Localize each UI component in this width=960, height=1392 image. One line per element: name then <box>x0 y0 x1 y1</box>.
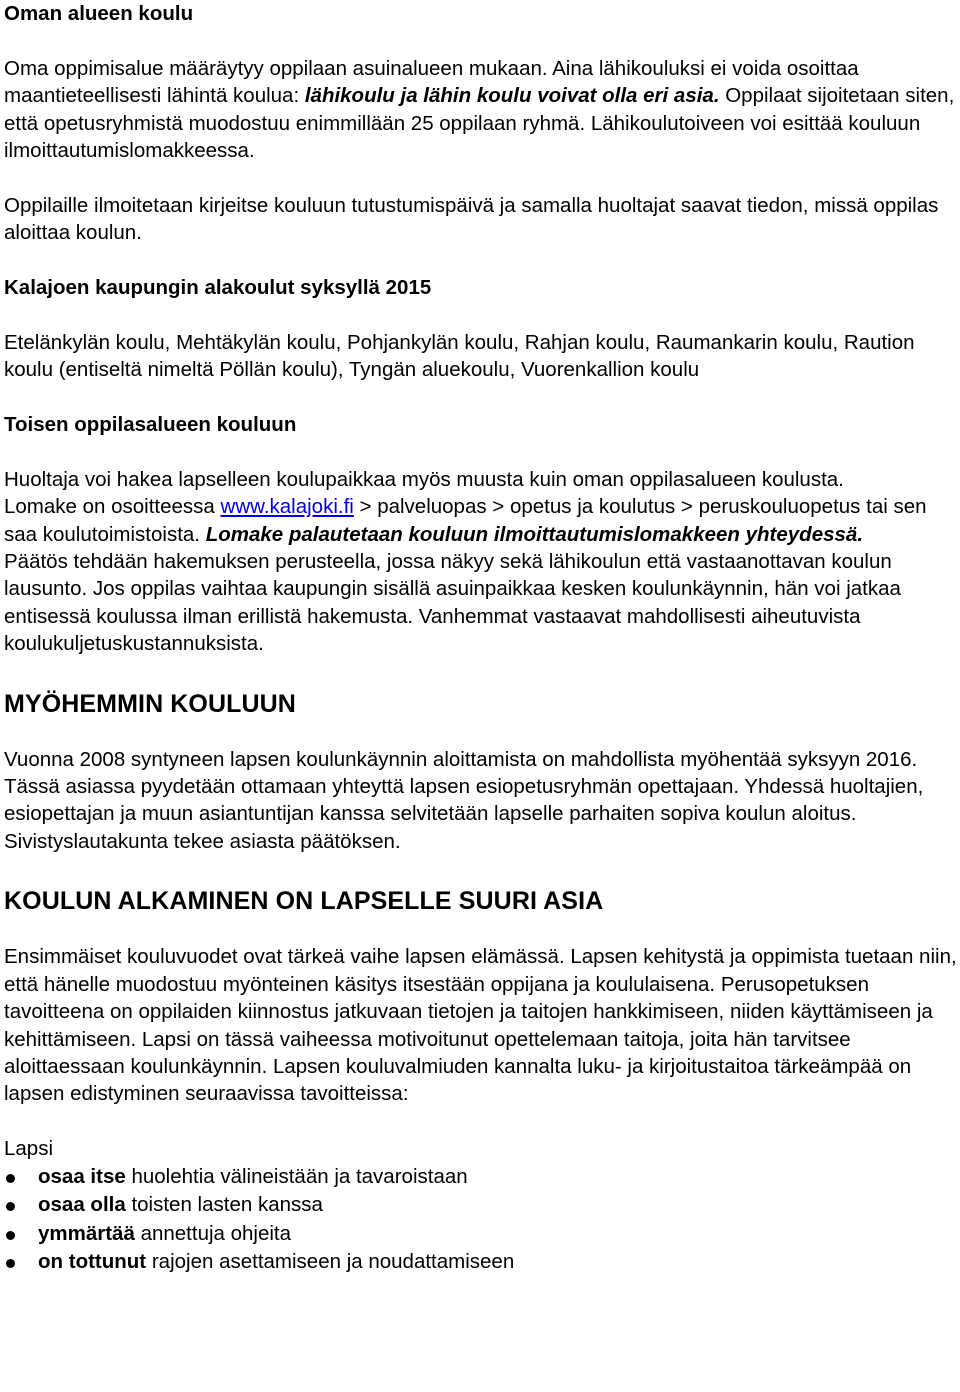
heading-alakoulut: Kalajoen kaupungin alakoulut syksyllä 2015 <box>4 276 432 300</box>
bullet-icon <box>6 1231 15 1240</box>
list-item <box>38 1163 960 1192</box>
spacer <box>4 1108 960 1135</box>
list-item-rest: annettuja ohjeita <box>134 1221 292 1245</box>
list-item-rest: huolehtia välineistään ja tavaroistaan <box>125 1164 468 1188</box>
spacer <box>4 917 960 943</box>
tavoitteet-list <box>4 1163 960 1277</box>
spacer <box>4 658 960 688</box>
spacer <box>4 855 960 885</box>
paragraph-lomake-before: Lomake on osoitteessa <box>4 495 221 519</box>
spacer <box>4 301 960 328</box>
bullet-icon <box>6 1259 15 1268</box>
list-item <box>38 1248 960 1277</box>
paragraph-lomake <box>4 493 960 548</box>
spacer <box>4 247 960 274</box>
heading-koulun-alkaminen: KOULUN ALKAMINEN ON LAPSELLE SUURI ASIA <box>4 887 604 916</box>
list-item-rest: toisten lasten kanssa <box>125 1193 323 1217</box>
paragraph-oppimisalue-text: Oma oppimisalue määräytyy oppilaan asuinalueen mukaan. Aina lähikouluksi ei voida osoittaa maantieteellisesti lähintä koulua: <box>4 56 859 108</box>
paragraph-oppimisalue <box>4 55 960 165</box>
paragraph-lomake-after: > palveluopas > opetus ja koulutus > peruskouluopetus tai sen saa koulutoimistoista. <box>4 495 927 546</box>
list-item <box>38 1220 960 1249</box>
heading-toisen-oppilasalueen: Toisen oppilasalueen kouluun <box>4 413 297 437</box>
document-page <box>4 0 960 1277</box>
spacer <box>4 384 960 411</box>
bullet-icon <box>6 1174 15 1183</box>
spacer <box>4 27 960 54</box>
kalajoki-link[interactable]: www.kalajoki.fi <box>220 495 354 519</box>
emphasis-lahikoulu: lähikoulu ja lähin koulu voivat olla eri asia. <box>304 84 720 108</box>
lead-lapsi: Lapsi <box>4 1137 54 1161</box>
spacer <box>4 720 960 746</box>
list-item-bold: osaa itse <box>38 1164 126 1188</box>
list-item-bold: osaa olla <box>38 1193 126 1217</box>
list-item-bold: ymmärtää <box>38 1221 135 1245</box>
paragraph-koululista: Etelänkylän koulu, Mehtäkylän koulu, Pohjankylän koulu, Rahjan koulu, Raumankarin koulu, Raution koulu (entiseltä nimeltä Pöllän koulu), Tyngän aluekoulu, Vuorenkallion koulu <box>4 330 915 382</box>
list-item-rest: rajojen asettamiseen ja noudattamiseen <box>146 1250 515 1274</box>
paragraph-hakea-koulupaikkaa: Huoltaja voi hakea lapselleen koulupaikkaa myös muusta kuin oman oppilasalueen koulusta. <box>4 467 844 491</box>
paragraph-oppimisalue-rest: Oppilaat sijoitetaan siten, että opetusryhmistä muodostuu enimmillään 25 oppilaan ryhmä. Lähikoulutoiveen voi esittää kouluun ilmoittautumislomakkeessa. <box>4 84 955 163</box>
spacer <box>4 438 960 465</box>
paragraph-paatos: Päätös tehdään hakemuksen perusteella, jossa näkyy sekä lähikoulun että vastaanottavan koulun lausunto. Jos oppilas vaihtaa kaupungin sisällä asuinpaikkaa kesken koulunkäynnin, hän voi jatkaa entisessä koulussa ilman erillistä hakemusta. Vanhemmat vastaavat mahdollisesti aiheutuvista koulukuljetuskustannuksista. <box>4 550 901 656</box>
paragraph-myohentaa: Vuonna 2008 syntyneen lapsen koulunkäynnin aloittamista on mahdollista myöhentää syksyyn 2016. Tässä asiassa pyydetään ottamaan yhteyttä lapsen esiopetusryhmän opettajaan. Yhdessä huoltajien, esiopettajan ja muun asiantuntijan kanssa selvitetään lapselle parhaiten sopiva koulun aloitus. Sivistyslautakunta tekee asiasta päätöksen. <box>4 747 924 853</box>
spacer <box>4 164 960 191</box>
bullet-icon <box>6 1202 15 1211</box>
paragraph-ensimmaiset-kouluvuodet: Ensimmäiset kouluvuodet ovat tärkeä vaihe lapsen elämässä. Lapsen kehitystä ja oppimista tuetaan niin, että hänelle muodostuu myönteinen käsitys itsestään oppijana ja koululaisena. Perusopetuksen tavoitteena on oppilaiden kiinnostus jatkuvaan tietojen ja taitojen hankkimiseen, niiden käyttämiseen ja kehittämiseen. Lapsi on tässä vaiheessa motivoitunut opettelemaan taitoja, joita hän tarvitsee aloittaessaan koulunkäynnin. Lapsen kouluvalmiuden kannalta luku- ja kirjoitustaitoa tärkeämpää on lapsen edistyminen seuraavissa tavoitteissa: <box>4 945 957 1106</box>
emphasis-lomake-palautetaan: Lomake palautetaan kouluun ilmoittautumislomakkeen yhteydessä. <box>205 522 864 546</box>
paragraph-tutustumispaiva: Oppilaille ilmoitetaan kirjeitse kouluun tutustumispäivä ja samalla huoltajat saavat tiedon, missä oppilas aloittaa koulun. <box>4 193 939 245</box>
list-item <box>38 1191 960 1220</box>
list-item-bold: on tottunut <box>38 1250 147 1274</box>
heading-myohemmin-kouluun: MYÖHEMMIN KOULUUN <box>4 689 296 718</box>
heading-oman-alueen-koulu: Oman alueen koulu <box>4 2 194 25</box>
